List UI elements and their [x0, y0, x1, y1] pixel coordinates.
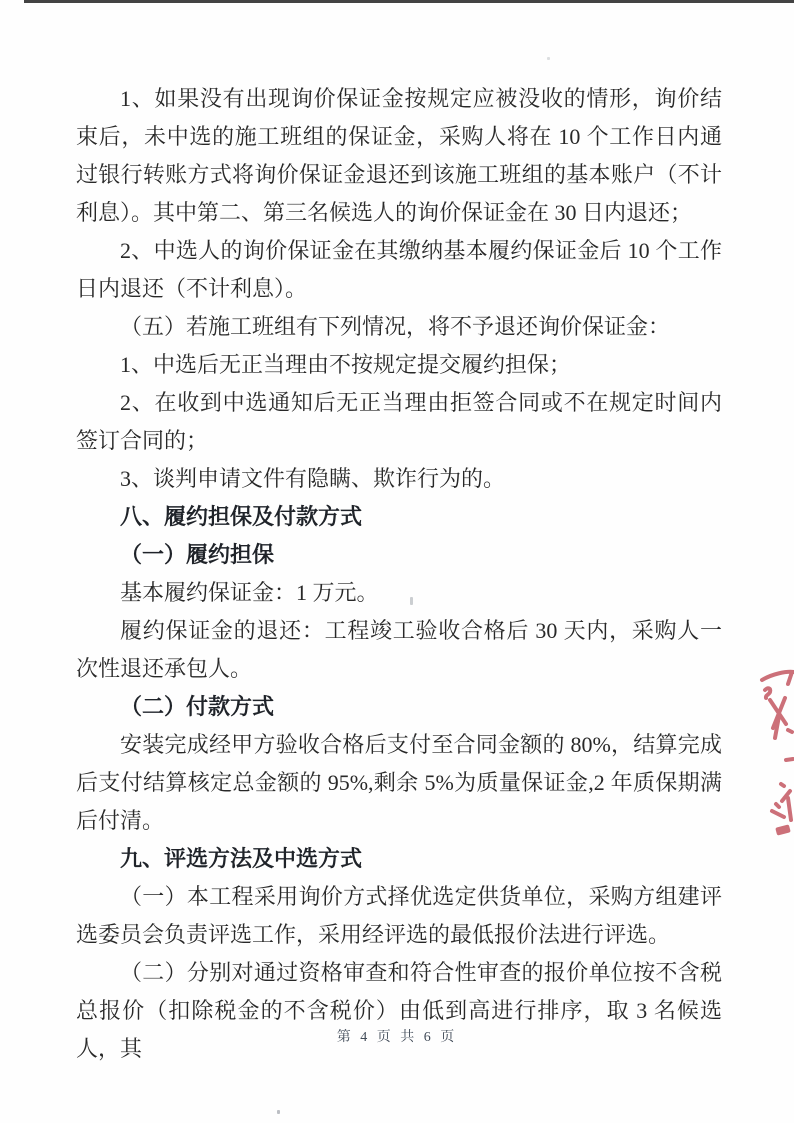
- paragraph-no-refund-item-3: 3、谈判申请文件有隐瞒、欺诈行为的。: [120, 466, 506, 491]
- paragraph-no-refund-item-1: 1、中选后无正当理由不按规定提交履约担保；: [120, 352, 572, 377]
- scan-speck: [547, 57, 550, 60]
- section-heading-8: 八、履约担保及付款方式: [120, 504, 363, 529]
- scan-speck: [410, 597, 413, 605]
- section-heading-9: 九、评选方法及中选方式: [120, 846, 363, 871]
- page-footer: [0, 1028, 794, 1048]
- paragraph-payment-terms: 安装完成经甲方验收合格后支付至合同金额的 80%，结算完成后支付结算核定总金额的 95%,剩余 5%为质量保证金,2 年质保期满后付清。: [76, 732, 722, 833]
- scan-edge-artifact: [24, 0, 794, 3]
- paragraph-bond-refund: 履约保证金的退还：工程竣工验收合格后 30 天内，采购人一次性退还承包人。: [76, 618, 722, 681]
- scan-speck: [412, 737, 415, 742]
- paragraph-bond-amount: 基本履约保证金：1 万元。: [120, 580, 379, 605]
- paragraph-deposit-refund-unselected: 1、如果没有出现询价保证金按规定应被没收的情形，询价结束后，未中选的施工班组的保证金，采购人将在 10 个工作日内通过银行转账方式将询价保证金退还到该施工班组的基本账户（不计利息）。其中第二、第三名候选人的询价保证金在 30 日内退还；: [76, 86, 722, 225]
- paragraph-no-refund-intro: （五）若施工班组有下列情况，将不予退还询价保证金：: [120, 314, 671, 339]
- subsection-heading-payment-method: （二）付款方式: [120, 694, 275, 719]
- paragraph-ranking-rule: （二）分别对通过资格审查和符合性审查的报价单位按不含税总报价（扣除税金的不含税价）由低到高进行排序，取 3 名候选人，其: [76, 960, 722, 1061]
- red-stamp-mark: [748, 658, 794, 843]
- page-number-label: 第 4 页 共 6 页: [336, 1030, 458, 1045]
- paragraph-no-refund-item-2: 2、在收到中选通知后无正当理由拒签合同或不在规定时间内签订合同的；: [76, 390, 722, 453]
- document-body: [76, 80, 722, 1068]
- paragraph-deposit-refund-winner: 2、中选人的询价保证金在其缴纳基本履约保证金后 10 个工作日内退还（不计利息）。: [76, 238, 722, 301]
- paragraph-selection-method: （一）本工程采用询价方式择优选定供货单位，采购方组建评选委员会负责评选工作，采用经评选的最低报价法进行评选。: [76, 884, 722, 947]
- subsection-heading-performance-bond: （一）履约担保: [120, 542, 275, 567]
- scan-speck: [277, 1110, 280, 1114]
